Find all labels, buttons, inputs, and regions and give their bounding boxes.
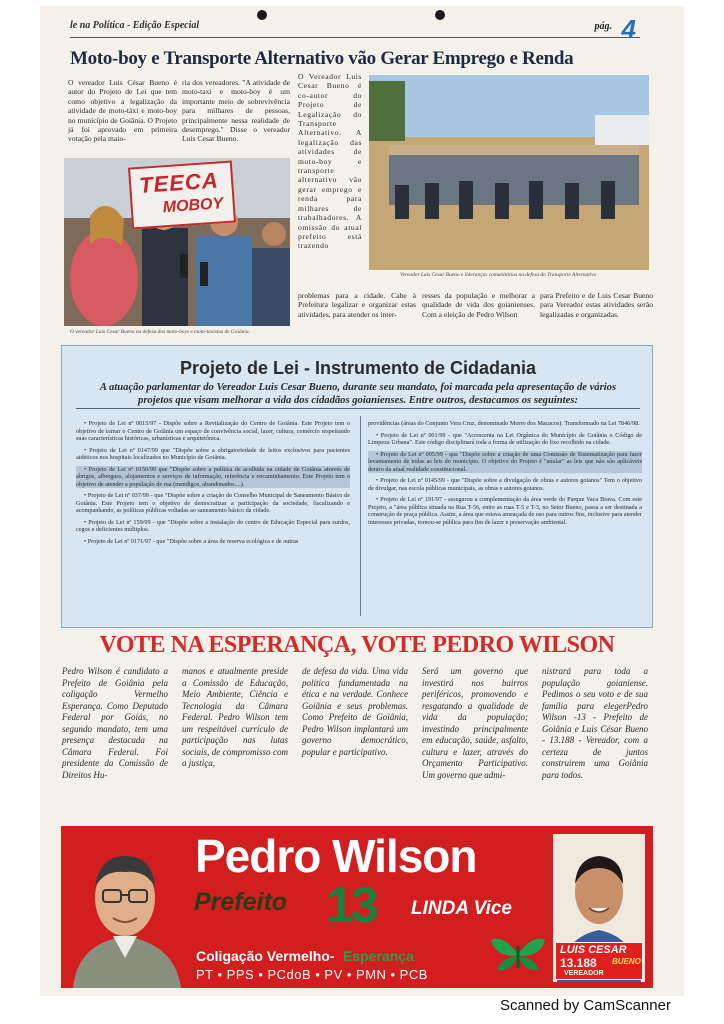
- vereador-number: 13.188: [560, 956, 597, 970]
- campaign-text-column: nistrará para toda a população goianiense. Pedimos o seu voto e de sua família para elegerPedro Wilson -13 - Prefeito de Goiânia e Luis César Bueno - 13.188 - Vereador, com a certeza de juntos construirem uma Goiânia para todos.: [542, 666, 648, 780]
- butterfly-logo-icon: [489, 934, 547, 974]
- list-item: • Projeto de Lei nº 0147/99 que "Dispõe sobre a obrigatoriedade de leitos exclusivos para pacientes aidéticos nos hospitais localizados no Município de Goiânia.: [76, 446, 350, 461]
- candidate-name: Pedro Wilson: [195, 830, 477, 882]
- photo-caption: O vereador Luis Cesar Bueno na defesa dos moto-boys e moto-taxistas de Goiânia.: [70, 329, 250, 335]
- page-label: pág.: [594, 21, 612, 32]
- article-continued-column: para Prefeito e de Luis Cesar Bueno para Vereador estas atividades serão legalizadas e organizadas.: [540, 291, 653, 319]
- list-item: • Projeto de Lei nº 0015/97 - Dispõe sobre a Revitalização do Centro de Goiânia. Este Projeto tem o objetivo de tornar o Centro de Goiânia um espaço de convivência social, lazer, cultura, comércio respeitando suas características históricas, urbanísticas e arquitetônica.: [76, 420, 350, 442]
- sign-text: MOBOY: [162, 195, 224, 217]
- list-item: • Projeto de Lei nº 037/99 - que "Dispõe sobre a criação do Conselho Municipal de Saneamento Básico de Goiânia. Este Projeto tem o objetivo de democratizar a participação da sociedade, fiscalizando e acompanhando, as políticas públicas voltadas ao saneamento básico da cidade.: [76, 492, 350, 514]
- office-label: Prefeito: [194, 888, 288, 916]
- photo-moto-boys-rally: [64, 158, 290, 326]
- page-header: [70, 14, 640, 44]
- campaign-text-column: de defesa da vida. Uma vida política fundamentada na ética e na verdade. Conhece Goiânia e seus problemas. Como Prefeito de Goiânia, Pedro Wilson implantará um governo democrático, popular e participativo.: [302, 666, 408, 757]
- party-list: PT • PPS • PCdoB • PV • PMN • PCB: [196, 967, 428, 982]
- list-item: • Projeto de Lei nº 005/99 - que "Dispõe sobre a criação de uma Comissão de Sistematização para fazer levantamento de todas as leis do município. O objetivo do Projeto é "anular" as leis que não são aplicáveis dentro da atual realidade constitucional.: [368, 450, 642, 473]
- punch-hole: [435, 10, 445, 20]
- group-photo-illustration: [369, 75, 649, 270]
- list-item: • Projeto de Lei nº 0171/97 - que "Dispõe sobre a área de reserva ecológica e de outras: [84, 537, 299, 545]
- article-headline: Moto-boy e Transporte Alternativo vão Gerar Emprego e Renda: [70, 48, 574, 69]
- list-item: providências (áreas do Conjunto Vera Cruz, denominado Morro dos Macacos). Transformado na Lei 7846/98.: [368, 420, 640, 427]
- law-projects-list-right: [368, 420, 642, 530]
- vice-label: LINDA Vice: [411, 898, 513, 919]
- article-intro-column: ria dos vereadores. "A atividade de moto-taxi e moto-boy é um importante meio de sobrevivência para milhares de pessoas, principalmente nessa realidade de desemprego." Disse o vereador Luis Cesar Bueno.: [182, 78, 290, 144]
- scanner-watermark: Scanned by CamScanner: [500, 997, 671, 1014]
- list-item: • Projeto de Lei nº 0145/99 - que "Dispõe sobre a divulgação de obras e autores goianos" Tem o objetivo de divulgar, nas escola públicas municipais, as obras e autores goianos.: [368, 477, 642, 492]
- list-item: • Projeto de Lei nº 159/99 - que "Dispõe sobre a instalação do centro de Educação Especial para surdos, cegos e deficientes múltiplos.: [76, 518, 350, 533]
- coalition-name: Coligação Vermelho-: [196, 948, 335, 964]
- article-intro-column: O vereador Luis César Bueno é autor do Projeto de Lei que tem como objetivo a legalização da atividade de moto-táxi e moto-boy no município de Goiânia. O Projeto já foi aprovado em primeira votação pela maio-: [68, 78, 177, 144]
- law-projects-list-left: [76, 420, 350, 549]
- list-item: • Projeto de Lei nº 001/99 - que "Acrescenta na Lei Orgânica do Município de Goiânia o Código de Limpeza Urbana". Este código disciplinará toda a forma de utilização do lixo recolhido na cidade.: [368, 431, 642, 446]
- vote-headline: VOTE NA ESPERANÇA, VOTE PEDRO WILSON: [99, 632, 615, 658]
- box-divider-line: [76, 408, 640, 409]
- campaign-banner: [61, 826, 653, 988]
- vereador-name: LUIS CESAR: [560, 944, 627, 956]
- article-continued-column: problemas para a cidade. Cabe à Prefeitura legalizar e organizar estas atividades, para atender os inter-: [298, 291, 416, 319]
- campaign-text-column: Será um governo que investirá nos bairros periféricos, promovendo e resgatando a qualidade de vida da população; investindo principalmente em educação, saúde, asfalto, cultura e lazer, através do Orçamento Participativo. Um governo que admi-: [422, 666, 528, 780]
- column-divider: [360, 416, 361, 616]
- vereador-surname: BUENO: [612, 957, 641, 966]
- photo-community-leaders: [369, 75, 649, 270]
- vereador-role: VEREADOR: [564, 970, 604, 977]
- law-projects-box: [61, 345, 653, 628]
- box-title: Projeto de Lei - Instrumento de Cidadania: [179, 358, 537, 378]
- candidate-portrait-pedro-wilson: [63, 832, 189, 988]
- candidate-number: 13: [326, 877, 376, 933]
- article-continued-column: resses da população e melhorar a qualidade de vida dos goianienses. Com a eleição de Pedro Wilson: [422, 291, 535, 319]
- list-item: • Projeto de Lei nº 0150/99 que "Dispõe sobre a política de acolhida na cidade de Goiânia através de abrigos, albergues, alojamentos e serviços de informação, referência e encaminhamento. Este Projeto tem o objetivo de atender a população de rua (mendigos, abandonados....).: [76, 465, 350, 488]
- list-item: • Projeto de Lei nº 191/97 - assegurou a complementação da área verde do Parque Vaca Brava. Com este Projeto, a "área pública situada na Rua T-56, entre as ruas T-5 e T-3, no Setor Bueno, passa a ser destinada a construção de praça pública. Assim, a área que estava ameaçada de uso para outros fins, inclusive para atender interesses privadas, tornou-se pública para fim de lazer e preservação ambiental.: [368, 496, 642, 526]
- vereador-badge: [555, 942, 643, 980]
- punch-hole: [257, 10, 267, 20]
- section-title: le na Política - Edição Especial: [70, 20, 200, 31]
- campaign-text-column: manos e atualmente preside a Comissão de Educação, Meio Ambiente, Ciência e Tecnologia da Câmara Federal. Pedro Wilson tem um respeitável currículo de participação nas lutas sociais, de compromisso com a justiça,: [182, 666, 288, 768]
- photo-caption: Vereador Luis Cesar Bueno e lideranças comunitárias na defesa do Transporte Alternativo: [400, 272, 597, 278]
- protest-sign: [128, 160, 236, 229]
- article-narrow-column: O Vereador Luis Cesar Bueno é co-autor do Projeto de Legalização do Transporte Alternativo. A legalização das atividades de moto-boy e transporte alternativo vão gerar emprego e renda para milhares de trabalhadores. A omissão do atual prefeito está trazendo: [298, 72, 362, 251]
- campaign-text-column: Pedro Wilson é candidato a Prefeito de Goiânia pela coligação Vermelho Esperança. Como Deputado Federal por Goiás, no segundo mandato, tem uma presença destacada na Câmara Federal. Foi presidente da Comissão de Direitos Hu-: [62, 666, 168, 780]
- sign-text: TEECA: [138, 167, 220, 198]
- box-subtitle: A atuação parlamentar do Vereador Luis Cesar Bueno, durante seu mandato, foi marcada pela apresentação de vários projetos que visam melhorar a vida dos cidadãos goianienses. Entre outros, destacamos os seguintes:: [99, 382, 617, 406]
- page-number: 4: [621, 14, 636, 44]
- coalition-name-highlight: Esperança: [343, 948, 414, 964]
